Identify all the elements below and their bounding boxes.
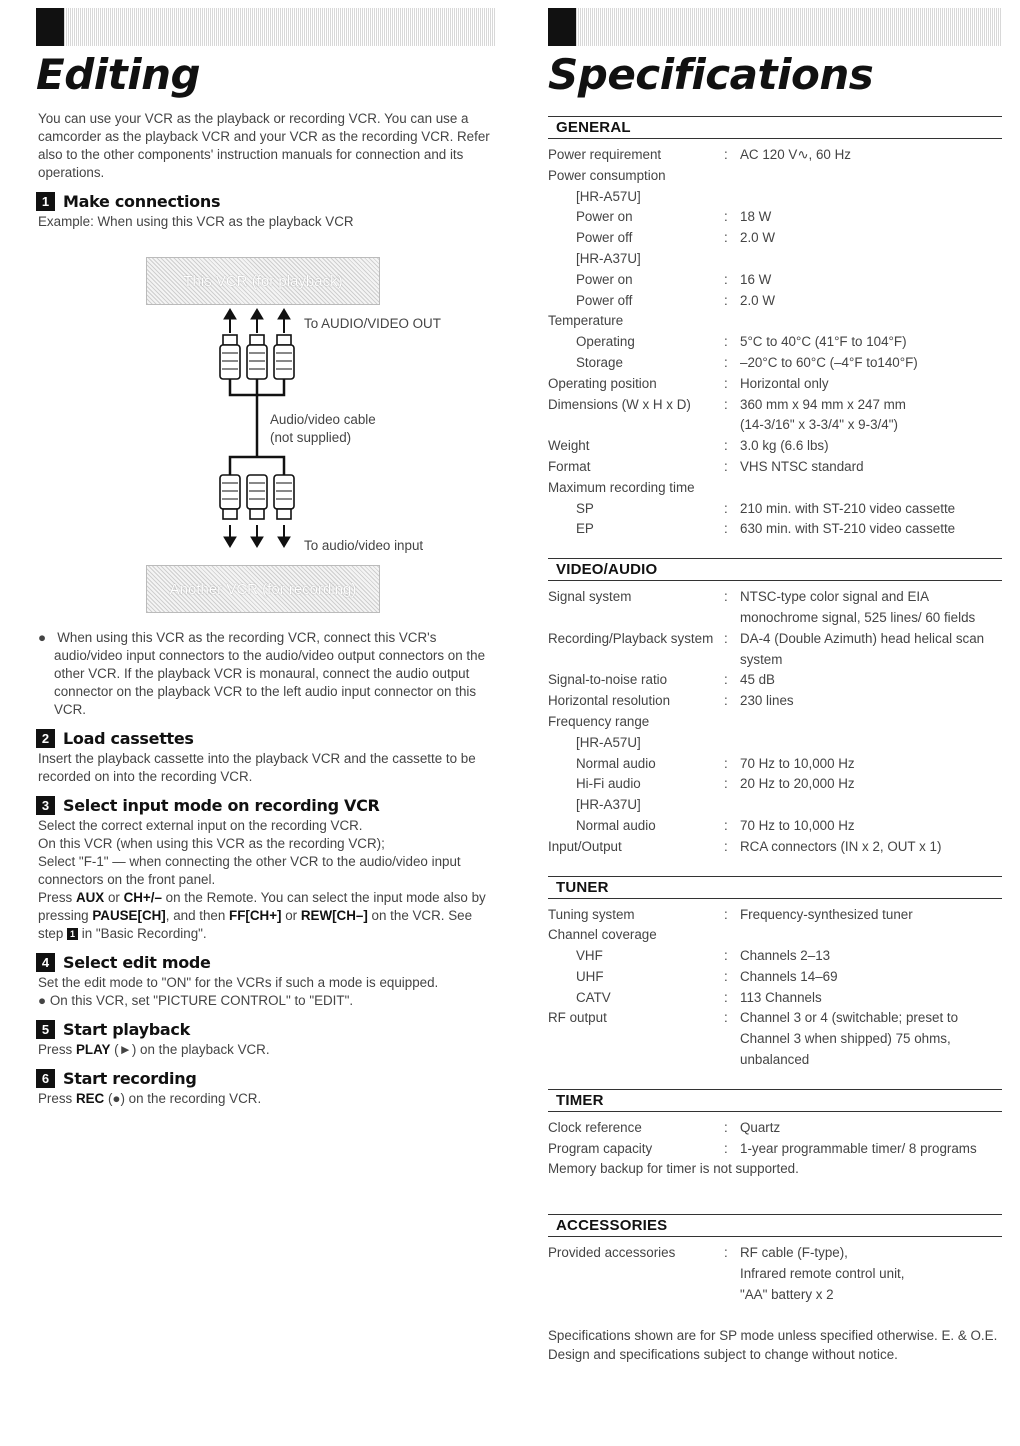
spec-row: SP : 210 min. with ST-210 video cassette [548,499,1002,520]
spec-label: Tuning system [548,906,635,922]
cable-label: Audio/video cable [270,412,376,427]
step-3-line2: On this VCR (when using this VCR as the recording VCR); [38,836,385,851]
spec-label: Program capacity [548,1140,653,1156]
step-3-line1: Select the correct external input on the recording VCR. [38,818,363,833]
spec-row: Power on : 18 W [548,207,1002,228]
spec-label: Recording/Playback system [548,630,714,646]
timer-note: Memory backup for timer is not supported. [548,1161,799,1177]
spec-row: Dimensions (W x H x D) : 360 mm x 94 mm x 247 mm (14-3/16" x 3-3/4" x 9-3/4") [548,395,1002,437]
step-5-text: Press PLAY (►) on the playback VCR. [38,1042,270,1057]
spec-section-timer [548,1089,1002,1180]
spec-value [740,733,1002,754]
spec-label: Hi-Fi audio [576,776,641,792]
step-4-text: Set the edit mode to "ON" for the VCRs if such a mode is equipped. [38,975,439,990]
spec-rows [548,587,1002,857]
step-5-heading [36,1020,496,1039]
step-title: Start recording [63,1069,197,1088]
spec-row [548,925,1002,946]
spec-value: 360 mm x 94 mm x 247 mm (14-3/16" x 3-3/4" x 9-3/4") [740,396,906,433]
spec-label: Weight [548,438,590,454]
spec-label: CATV [576,989,611,1005]
step-title: Select edit mode [63,953,211,972]
spec-label: [HR-A57U] [576,188,641,204]
spec-value: DA-4 (Double Azimuth) head helical scan system [740,630,985,667]
spec-row: Storage : –20°C to 60°C (–4°F to140°F) [548,353,1002,374]
spec-label: Power consumption [548,167,666,183]
spec-value: Quartz [740,1119,781,1135]
spec-value [740,311,1002,332]
spec-row: VHF : Channels 2–13 [548,946,1002,967]
spec-value: Frequency-synthesized tuner [740,906,913,922]
spec-value: 70 Hz to 10,000 Hz [740,817,855,833]
spec-value: 5°C to 40°C (41°F to 104°F) [740,334,907,350]
spec-label: SP [576,500,594,516]
spec-value: AC 120 V∿, 60 Hz [740,147,851,162]
spec-row [548,311,1002,332]
spec-row: Signal system : NTSC-type color signal and EIA monochrome signal, 525 lines/ 60 fields [548,587,1002,629]
spec-row: Normal audio : 70 Hz to 10,000 Hz [548,816,1002,837]
spec-label: Operating [576,334,635,350]
in-label: To audio/video input [304,538,424,553]
spec-row: Program capacity : 1-year programmable timer/ 8 programs [548,1139,1002,1160]
spec-label: VHF [576,948,603,964]
section-title: TUNER [548,876,1002,899]
spec-value: 2.0 W [740,292,775,308]
spec-label: RF output [548,1010,607,1026]
section-title: GENERAL [548,116,1002,139]
spec-value: VHS NTSC standard [740,458,864,474]
step-number: 5 [36,1020,55,1039]
spec-section-video-audio [548,558,1002,857]
spec-label: Power off [576,292,633,308]
spec-row: Recording/Playback system : DA-4 (Double Azimuth) head helical scan system [548,629,1002,671]
spec-label: Input/Output [548,838,622,854]
step-3-line4: Press AUX or CH+/– on the Remote. You can select the input mode also by pressing PAUSE[CH], and then FF[CH+] or REW[CH–] on the VCR. See step 1 in "Basic Recording". [38,890,486,941]
spec-value [740,795,1002,816]
spec-label: Normal audio [576,817,656,833]
step-number: 4 [36,953,55,972]
step-2-text: Insert the playback cassette into the playback VCR and the cassette to be recorded on into the recording VCR. [38,751,476,784]
spec-value [740,478,1002,499]
spec-row: EP : 630 min. with ST-210 video cassette [548,519,1002,540]
step-title: Make connections [63,192,221,211]
step-number: 6 [36,1069,55,1088]
spec-row: Power on : 16 W [548,270,1002,291]
spec-value: 45 dB [740,672,775,688]
spec-label: Power on [576,209,633,225]
bullet-recording-note: ● When using this VCR as the recording VCR, connect this VCR's audio/video input connectors to the audio/video output connectors on the other VCR. If the playback VCR is monaural, connect the audio output connector on the playback VCR to the left audio input connector on this VCR. [38,630,486,717]
spec-row: Power requirement : AC 120 V∿, 60 Hz [548,145,1002,166]
spec-row: Tuning system : Frequency-synthesized tuner [548,905,1002,926]
specs-footer-note: Specifications shown are for SP mode unless specified otherwise. E. & O.E. Design and specifications subject to change without notice. [548,1327,998,1362]
spec-label: Frequency range [548,713,650,729]
intro-text: You can use your VCR as the playback or recording VCR. You can use a camcorder as the playback VCR and your VCR as the recording VCR. Refer also to the other components' instruction manuals for connection and its operations. [38,111,490,180]
spec-value: Channels 14–69 [740,968,838,984]
spec-label: EP [576,521,594,537]
section-title: ACCESSORIES [548,1214,1002,1237]
step-2-heading [36,729,496,748]
out-label: To AUDIO/VIDEO OUT [304,316,441,331]
spec-value: 113 Channels [740,989,822,1005]
section-title: VIDEO/AUDIO [548,558,1002,581]
recording-vcr-box: Another VCR (for recording) [146,565,380,613]
spec-label: Storage [576,354,623,370]
spec-value [740,249,1002,270]
step-title: Start playback [63,1020,190,1039]
spec-value: NTSC-type color signal and EIA monochrome signal, 525 lines/ 60 fields [740,589,976,625]
spec-label: Signal system [548,589,632,605]
playback-vcr-box: This VCR (for playback) [146,257,380,305]
specifications-column [548,8,1002,1364]
spec-row: Power off : 2.0 W [548,291,1002,312]
spec-label: Power off [576,230,633,246]
specs-title: Specifications [548,50,874,99]
spec-value [740,166,1002,187]
spec-label: Normal audio [576,755,656,771]
step-4-bullet: ● On this VCR, set "PICTURE CONTROL" to "EDIT". [38,993,354,1008]
spec-row: Weight : 3.0 kg (6.6 lbs) [548,436,1002,457]
spec-row [548,712,1002,733]
spec-section-tuner [548,876,1002,1071]
spec-rows [548,145,1002,540]
step-6-text: Press REC (●) on the recording VCR. [38,1091,262,1106]
step-4-heading [36,953,496,972]
spec-row: CATV : 113 Channels [548,988,1002,1009]
spec-value: 70 Hz to 10,000 Hz [740,755,855,771]
spec-row: RF output : Channel 3 or 4 (switchable; preset to Channel 3 when shipped) 75 ohms, unbalanced [548,1008,1002,1070]
spec-value: 230 lines [740,693,794,709]
spec-row: Clock reference : Quartz [548,1118,1002,1139]
page-title: Editing [36,50,201,99]
spec-label: Horizontal resolution [548,693,671,709]
spec-value [740,187,1002,208]
spec-row [548,187,1002,208]
spec-label: Provided accessories [548,1245,676,1261]
spec-value [740,925,1002,946]
spec-value: 18 W [740,209,772,225]
section-title: TIMER [548,1089,1002,1112]
spec-row [548,249,1002,270]
spec-label: Channel coverage [548,927,657,943]
spec-label: Power requirement [548,147,662,162]
spec-label: Signal-to-noise ratio [548,672,668,688]
spec-label: Temperature [548,313,624,329]
spec-rows [548,1118,1002,1160]
step-1-text: Example: When using this VCR as the playback VCR [38,214,354,229]
section-header-bar [548,8,1002,46]
spec-row [548,166,1002,187]
spec-label: [HR-A57U] [576,734,641,750]
spec-row [548,795,1002,816]
spec-value: Horizontal only [740,375,829,391]
spec-label: Dimensions (W x H x D) [548,396,691,412]
step-title: Select input mode on recording VCR [63,796,380,815]
spec-value: Channel 3 or 4 (switchable; preset to Channel 3 when shipped) 75 ohms, unbalanced [740,1010,959,1068]
spec-row: Operating position : Horizontal only [548,374,1002,395]
spec-label: Operating position [548,375,657,391]
spec-row: Normal audio : 70 Hz to 10,000 Hz [548,754,1002,775]
spec-value: 1-year programmable timer/ 8 programs [740,1140,977,1156]
spec-value [740,712,1002,733]
spec-label: Format [548,458,591,474]
spec-row: Input/Output : RCA connectors (IN x 2, OUT x 1) [548,837,1002,858]
spec-row: UHF : Channels 14–69 [548,967,1002,988]
spec-row: Signal-to-noise ratio : 45 dB [548,670,1002,691]
connection-diagram [36,243,496,623]
spec-value: 630 min. with ST-210 video cassette [740,521,956,537]
spec-label: UHF [576,968,604,984]
step-number: 1 [36,192,55,211]
step-number: 2 [36,729,55,748]
spec-value: 20 Hz to 20,000 Hz [740,776,855,792]
spec-row: Power off : 2.0 W [548,228,1002,249]
spec-row: Operating : 5°C to 40°C (41°F to 104°F) [548,332,1002,353]
spec-label: Clock reference [548,1119,642,1135]
spec-value: Channels 2–13 [740,948,831,964]
step-3-line3: Select "F-1" — when connecting the other VCR to the audio/video input connectors on the front panel. [38,854,461,887]
spec-value: 3.0 kg (6.6 lbs) [740,438,829,454]
spec-label: Maximum recording time [548,479,695,495]
spec-value: 16 W [740,271,772,287]
step-6-heading [36,1069,496,1088]
section-header-bar [36,8,496,46]
spec-value: 210 min. with ST-210 video cassette [740,500,956,516]
spec-value: 2.0 W [740,230,775,246]
spec-rows [548,1243,1002,1305]
step-number: 3 [36,796,55,815]
spec-row: Provided accessories : RF cable (F-type), Infrared remote control unit, "AA" battery x 2 [548,1243,1002,1305]
spec-row [548,733,1002,754]
spec-section-general [548,116,1002,540]
spec-value: RF cable (F-type), Infrared remote control unit, "AA" battery x 2 [740,1245,905,1302]
spec-section-accessories [548,1214,1002,1305]
editing-column [36,8,496,1108]
spec-label: [HR-A37U] [576,797,641,813]
step-title: Load cassettes [63,729,194,748]
spec-row: Hi-Fi audio : 20 Hz to 20,000 Hz [548,774,1002,795]
spec-row: Horizontal resolution : 230 lines [548,691,1002,712]
cable-label-sub: (not supplied) [270,430,352,445]
spec-label: Power on [576,271,633,287]
step-1-heading [36,192,496,211]
spec-row: Format : VHS NTSC standard [548,457,1002,478]
spec-label: [HR-A37U] [576,250,641,266]
spec-row [548,478,1002,499]
spec-value: RCA connectors (IN x 2, OUT x 1) [740,838,942,854]
spec-value: –20°C to 60°C (–4°F to140°F) [740,354,918,370]
step-3-heading [36,796,496,815]
spec-rows [548,905,1002,1071]
